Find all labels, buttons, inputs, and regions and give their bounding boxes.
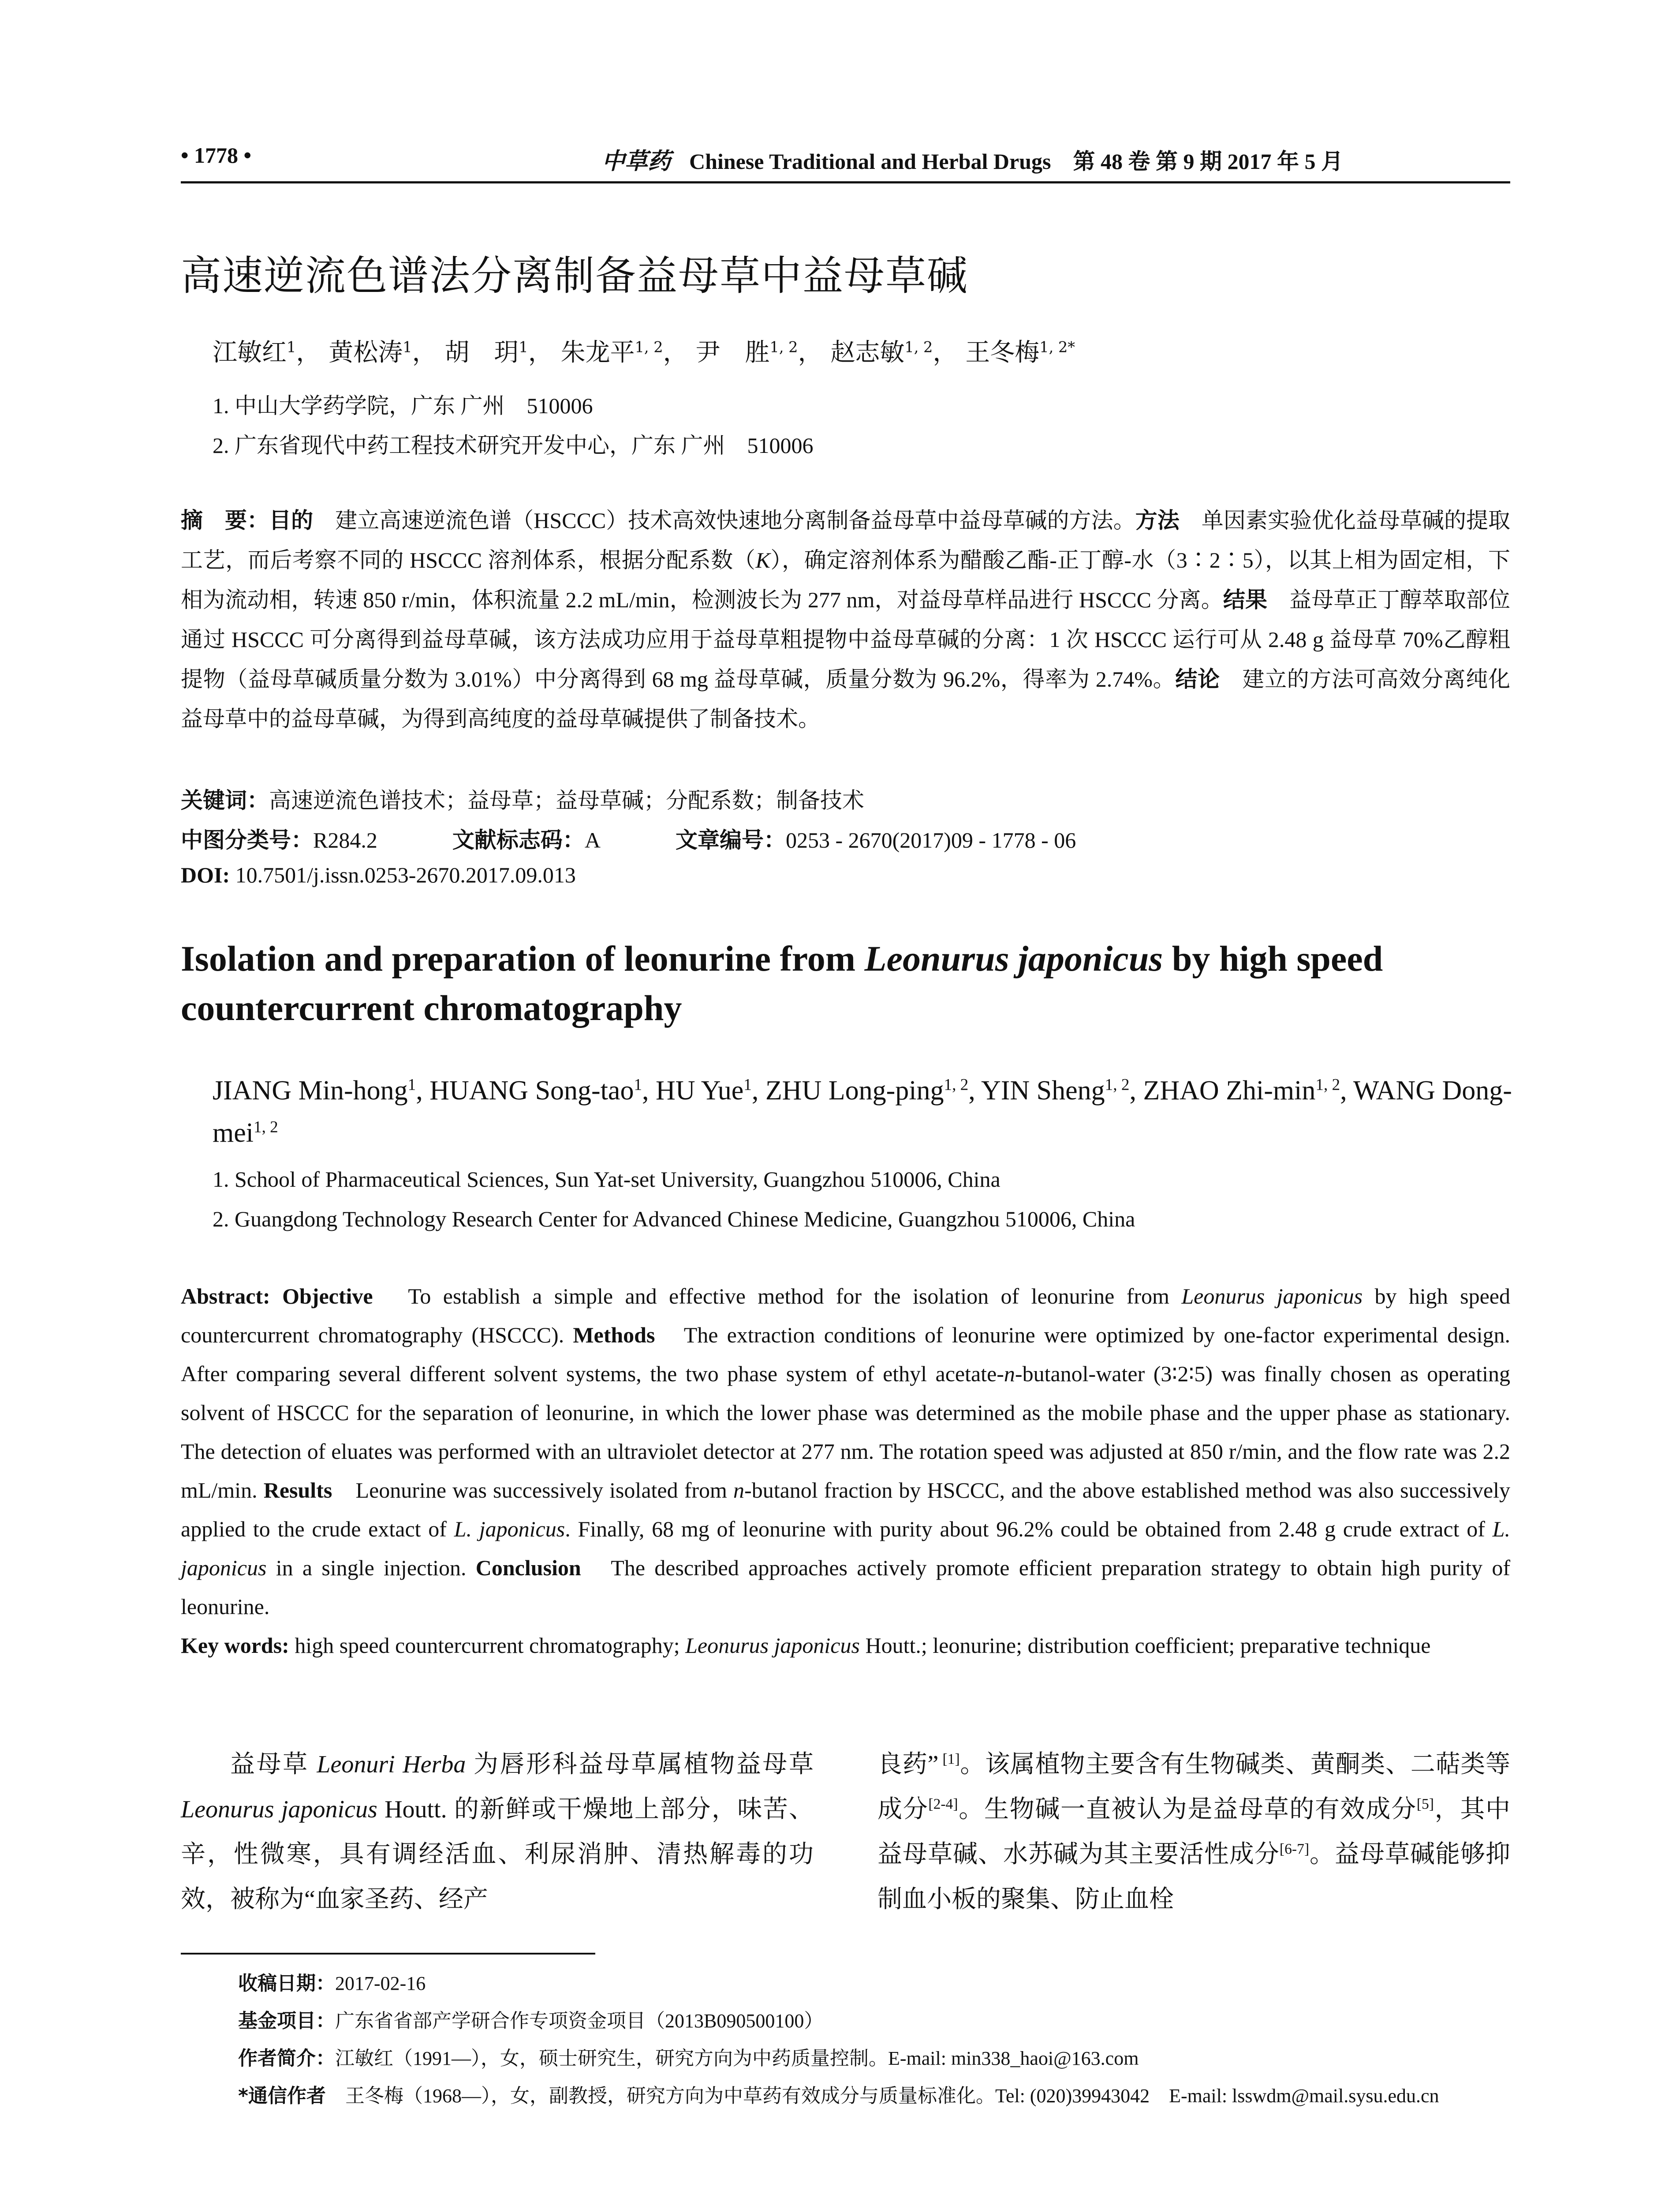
methods-text: The extraction conditions of leonurine were optimized by one-factor experimental design. After comparing several different solvent systems, the two phase system of ethyl acetate- [181,1323,1510,1386]
doi-line [181,862,576,888]
author: HUANG Song-tao [429,1076,634,1106]
conclusion-text: The described approaches actively promote efficient preparation strategy to obtain high purity of leonurine. [181,1555,1511,1619]
document-code-value: A [584,828,601,852]
affiliation-marker: 1 [519,338,528,356]
classification-line [181,822,1076,854]
chinese-affiliation-1: 1. 中山大学药学院，广东 广州 510006 [213,393,593,418]
affiliation-marker: 1, 2 [769,338,798,356]
author: 江敏红 [213,338,287,367]
footnote-fund [238,2002,1512,2040]
citation[interactable]: [1] [938,1751,960,1768]
results-label: 结果 [1223,587,1268,613]
keywords-text: 高速逆流色谱技术；益母草；益母草碱；分配系数；制备技术 [269,788,864,813]
chinese-authors [213,333,1075,368]
keywords-label: 关键词： [181,788,269,813]
separator: , [968,1076,981,1106]
body-text: 为唇形科益母草属植物益母草 [466,1751,814,1778]
objective-text: by high speed countercurrent chromatography (HSCCC). [181,1284,1510,1347]
author: HU Yue [656,1076,744,1106]
conclusion-text: 建立的方法可高效分离纯化益母草中的益母草碱，为得到高纯度的益母草碱提供了制备技术。 [181,667,1511,731]
body-text: 。生物碱一直被认为是益母草的有效成分 [958,1796,1417,1823]
footnote-corresponding [238,2077,1512,2115]
chinese-keywords [181,783,864,815]
footnote-author [238,2040,1512,2077]
author: ZHU Long-ping [765,1076,944,1106]
article-number-value: 0253 - 2670(2017)09 - 1778 - 06 [785,828,1076,852]
normal-prefix: n [1004,1361,1015,1386]
footnote-received [238,1965,1512,2002]
chinese-abstract [181,501,1510,739]
methods-label: 方法 [1135,508,1180,533]
affiliation-marker: 1, 2 [1105,1076,1130,1094]
author: JIANG Min-hong [213,1076,408,1106]
footnote-text: 广东省省部产学研合作专项资金项目（2013B090500100） [335,2010,824,2032]
keywords-text: high speed countercurrent chromatography; [289,1633,686,1658]
english-title-text: by high speed countercurrent chromatography [181,938,1383,1028]
partition-coefficient-symbol: K [755,548,770,572]
separator: ， [528,338,553,367]
keywords-label: Key words: [181,1633,289,1658]
separator: , [751,1076,765,1106]
separator: , [1129,1076,1143,1106]
objective-label: 目的 [269,508,314,533]
english-affiliation-2: 2. Guangdong Technology Research Center for Advanced Chinese Medicine, Guangzhou 510006, China [213,1207,1135,1231]
author: 尹 胜 [695,338,770,367]
footnote-label: 基金项目： [238,2010,335,2032]
chinese-title: 高速逆流色谱法分离制备益母草中益母草碱 [181,252,969,299]
footnote-text: 江敏红（1991—），女，硕士研究生，研究方向为中药质量控制。E-mail: min338_haoi@163.com [335,2048,1139,2069]
separator: , [642,1076,656,1106]
doi-label: DOI: [181,863,230,887]
affiliation-marker: 1 [634,1076,642,1094]
body-text: 。益母草碱能够抑制血小板的聚集、防止血栓 [877,1841,1511,1913]
conclusion-label: Conclusion [475,1555,581,1580]
separator: , [416,1076,430,1106]
footnote-label: *通信作者 [238,2085,326,2107]
species-name: Leonurus japonicus [685,1633,860,1658]
keywords-text: Houtt.; leonurine; distribution coefficient; preparative technique [859,1633,1431,1658]
latin-name: Leonuri Herba [317,1751,466,1778]
footnote-label: 作者简介： [238,2047,335,2070]
footnotes [238,1965,1512,2115]
footnote-text: 王冬梅（1968—），女，副教授，研究方向为中草药有效成分与质量标准化。Tel: (020)39943042 E-mail: lsswdm@mail.sysu.edu.cn [326,2085,1439,2107]
author: YIN Sheng [981,1076,1105,1106]
article-number-label: 文章编号： [675,827,786,853]
page-number: • 1778 • [181,143,252,168]
methods-text: ），确定溶剂体系为醋酸乙酯-正丁醇-水（3∶2∶5），以其上相为固定相，下相为流动相，转速 850 r/min，体积流量 2.2 mL/min，检测波长为 277 nm，对益母草样品进行 HSCCC 分离。 [181,548,1510,612]
affiliation-marker: 1, 2 [904,338,933,356]
english-abstract [181,1277,1510,1665]
author: ZHAO Zhi-min [1143,1076,1316,1106]
author: 王冬梅 [965,338,1040,367]
results-text: in a single injection. [266,1555,476,1580]
clc-value: R284.2 [313,828,377,852]
results-text: -butanol fraction by HSCCC, and the above established method was also successively applied to the crude extact of [181,1478,1510,1541]
methods-text: -butanol-water (3∶2∶5) was finally chosen as operating solvent of HSCCC for the separation of leonurine, in which the lower phase was determined as the mobile phase and the upper phase as stationary. The detection of eluates was performed with an ultraviolet detector at 277 nm. The rotation speed was adjusted at 850 r/min, and the flow rate was 2.2 mL/min. [181,1361,1510,1502]
species-name: Leonurus japonicus [1181,1284,1363,1308]
separator: ， [933,338,958,367]
journal-english-name: Chinese Traditional and Herbal Drugs [689,149,1051,174]
footnote-text: 2017-02-16 [335,1973,426,1994]
affiliation-marker: 1, 2 [1315,1076,1340,1094]
citation[interactable]: [5] [1416,1796,1434,1813]
separator: ， [798,338,823,367]
chinese-affiliation-2: 2. 广东省现代中药工程技术研究开发中心，广东 广州 510006 [213,433,814,458]
body-column-right [877,1742,1510,1922]
body-text: 良药” [877,1751,939,1778]
results-text: 益母草正丁醇萃取部位通过 HSCCC 可分离得到益母草碱，该方法成功应用于益母草粗提物中益母草碱的分离：1 次 HSCCC 运行可从 2.48 g 益母草 70%乙醇粗提物（益母草碱质量分数为 3.01%）中分离得到 68 mg 益母草碱，质量分数为 96.2%，得率为 2.74%。 [181,587,1511,691]
objective-text: To establish a simple and effective method for the isolation of leonurine from [373,1284,1182,1308]
normal-prefix: n [733,1478,745,1502]
affiliation-marker: 1, 2 [253,1118,278,1136]
body-text: 。该属植物主要含有生物碱类、黄酮类、二萜类等成分 [877,1751,1510,1823]
document-code-label: 文献标志码： [452,827,585,853]
footnote-divider [181,1953,595,1955]
methods-text: 单因素实验优化益母草碱的提取工艺，而后考察不同的 HSCCC 溶剂体系，根据分配系数（ [181,508,1511,572]
methods-label: Methods [573,1323,655,1347]
author: 赵志敏 [830,338,905,367]
author: 黄松涛 [329,338,403,367]
english-affiliation-1: 1. School of Pharmaceutical Sciences, Sun Yat-set University, Guangzhou 510006, China [213,1167,1001,1192]
body-column-left [181,1742,814,1922]
english-authors [213,1069,1513,1154]
separator: ， [663,338,688,367]
english-title-species: Leonurus japonicus [864,938,1163,979]
body-text: 益母草 [230,1751,317,1778]
separator: , [1340,1076,1354,1106]
affiliation-marker: 1 [743,1076,752,1094]
clc-label: 中图分类号： [181,827,313,853]
journal-name [602,142,1343,176]
affiliation-marker: 1 [403,338,412,356]
affiliation-marker: 1, 2* [1039,338,1075,356]
citation[interactable]: [2-4] [928,1796,958,1813]
results-text: Leonurine was successively isolated from [332,1478,734,1502]
objective-text: 建立高速逆流色谱（HSCCC）技术高效快速地分离制备益母草中益母草碱的方法。 [313,508,1135,533]
latin-name: Leonurus japonicus [181,1796,377,1823]
doi-value[interactable]: 10.7501/j.issn.0253-2670.2017.09.013 [230,863,576,887]
running-header [181,139,1510,183]
english-title [181,934,1510,1033]
affiliation-marker: 1 [287,338,296,356]
author: 胡 玥 [444,338,519,367]
abstract-objective-label: Abstract: Objective [181,1284,373,1308]
species-name: L. japonicus [454,1517,565,1541]
body-text: ，其中益母草碱、水苏碱为其主要活性成分 [877,1796,1511,1868]
results-text: . Finally, 68 mg of leonurine with purity about 96.2% could be obtained from 2.48 g crude extract of [565,1517,1493,1541]
abstract-label: 摘 要： [181,508,269,533]
english-title-text: Isolation and preparation of leonurine from [181,938,865,979]
issue-info: 第 48 卷 第 9 期 2017 年 5 月 [1073,149,1343,174]
affiliation-marker: 1, 2 [635,338,663,356]
affiliation-marker: 1 [407,1076,416,1094]
separator: ， [412,338,437,367]
author: 朱龙平 [560,338,635,367]
footnote-label: 收稿日期： [238,1972,335,1995]
separator: ， [296,338,321,367]
affiliation-marker: 1, 2 [944,1076,969,1094]
conclusion-label: 结论 [1175,666,1220,692]
journal-logo: 中草药 [602,148,671,175]
body-text: Houtt. 的新鲜或干燥地上部分，味苦、辛，性微寒，具有调经活血、利尿消肿、清热解毒的功效，被称为“血家圣药、经产 [181,1796,814,1913]
author: WANG Dong-mei [213,1076,1512,1148]
results-label: Results [263,1478,332,1502]
citation[interactable]: [6-7] [1279,1841,1310,1857]
species-name: L. japonicus [181,1517,1510,1580]
